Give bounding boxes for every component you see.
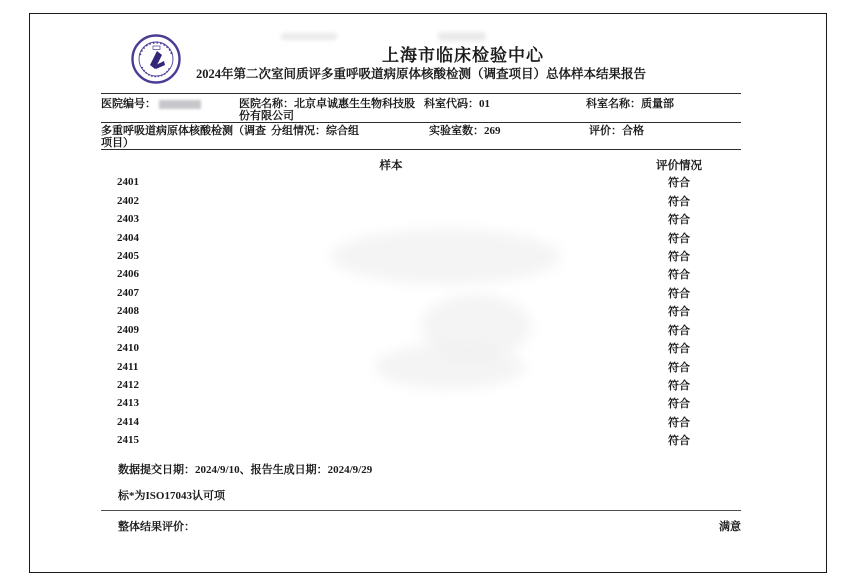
sample-id: 2413	[117, 397, 139, 410]
report-page	[29, 13, 827, 573]
evaluation-cell	[589, 126, 644, 138]
sample-evaluation: 符合	[668, 214, 690, 227]
hospital-id-cell	[101, 99, 201, 111]
table-row	[101, 173, 741, 191]
divider	[101, 510, 741, 511]
redacted-smudge	[281, 33, 337, 40]
dept-code-label: 科室代码：	[424, 98, 479, 110]
submission-dates-line: 数据提交日期：2024/9/10、报告生成日期：2024/9/29	[118, 464, 373, 476]
table-row	[101, 394, 741, 412]
sample-evaluation: 符合	[668, 269, 690, 282]
sample-evaluation: 符合	[668, 324, 690, 337]
sample-evaluation: 符合	[668, 287, 690, 300]
group-cell	[271, 126, 359, 138]
table-row	[101, 376, 741, 394]
sample-evaluation: 符合	[668, 416, 690, 429]
overall-result-value: 满意	[719, 521, 741, 533]
table-row	[101, 284, 741, 302]
hospital-id-label: 医院编号：	[101, 98, 156, 110]
lab-count-label: 实验室数：	[429, 125, 484, 137]
lab-count-cell	[429, 126, 501, 138]
sample-id: 2415	[117, 434, 139, 447]
dept-name-cell	[586, 99, 674, 111]
sample-evaluation: 符合	[668, 343, 690, 356]
group-value: 综合组	[326, 125, 359, 137]
table-row	[101, 357, 741, 375]
sample-id: 2402	[117, 194, 139, 207]
sample-evaluation: 符合	[668, 398, 690, 411]
sample-id: 2404	[117, 231, 139, 244]
group-label: 分组情况：	[271, 125, 326, 137]
sample-id: 2405	[117, 249, 139, 262]
sample-id: 2407	[117, 286, 139, 299]
dept-code-value: 01	[479, 98, 490, 110]
hospital-name-label: 医院名称：	[239, 98, 294, 110]
evaluation-column-header: 评价情况	[656, 160, 702, 172]
hospital-name-cell	[239, 99, 421, 122]
table-row	[101, 265, 741, 283]
sample-evaluation: 符合	[668, 361, 690, 374]
sample-id: 2414	[117, 415, 139, 428]
sample-id: 2401	[117, 176, 139, 189]
table-row	[101, 302, 741, 320]
iso-accreditation-note: 标*为ISO17043认可项	[118, 490, 225, 502]
dept-code-cell	[424, 99, 490, 111]
table-row	[101, 413, 741, 431]
project-name-cell: 多重呼吸道病原体核酸检测（调查项目）	[101, 125, 266, 149]
sample-evaluation: 符合	[668, 195, 690, 208]
sample-evaluation: 符合	[668, 232, 690, 245]
sample-id: 2403	[117, 213, 139, 226]
table-row	[101, 228, 741, 246]
dept-name-label: 科室名称：	[586, 98, 641, 110]
table-row	[101, 339, 741, 357]
table-row	[101, 431, 741, 449]
sample-id: 2411	[117, 360, 139, 373]
hospital-id-redacted-value	[159, 100, 201, 109]
table-row	[101, 321, 741, 339]
hospital-name-value: 北京卓诚惠生生物科技股份有限公司	[239, 98, 415, 122]
sample-id: 2412	[117, 379, 139, 392]
evaluation-value: 合格	[622, 125, 644, 137]
report-title: 上海市临床检验中心	[382, 46, 544, 65]
overall-result-row	[101, 518, 741, 534]
sample-id: 2406	[117, 268, 139, 281]
divider	[101, 93, 741, 94]
report-subtitle: 2024年第二次室间质评多重呼吸道病原体核酸检测（调查项目）总体样本结果报告	[195, 67, 646, 81]
redacted-smudge	[438, 32, 486, 41]
sample-evaluation: 符合	[668, 435, 690, 448]
sample-id: 2408	[117, 305, 139, 318]
divider	[101, 149, 741, 150]
dept-name-value: 质量部	[641, 98, 674, 110]
evaluation-label: 评价：	[589, 125, 622, 137]
sample-id: 2410	[117, 342, 139, 355]
sample-id: 2409	[117, 323, 139, 336]
table-row	[101, 191, 741, 209]
table-row	[101, 247, 741, 265]
sample-evaluation: 符合	[668, 306, 690, 319]
sample-evaluation: 符合	[668, 250, 690, 263]
divider	[101, 122, 741, 123]
sample-evaluation: 符合	[668, 380, 690, 393]
lab-count-value: 269	[484, 125, 501, 137]
table-row	[101, 210, 741, 228]
sample-evaluation: 符合	[668, 177, 690, 190]
sample-column-header: 样本	[379, 160, 403, 172]
sample-results-table	[101, 173, 741, 450]
overall-result-label: 整体结果评价：	[118, 521, 195, 533]
